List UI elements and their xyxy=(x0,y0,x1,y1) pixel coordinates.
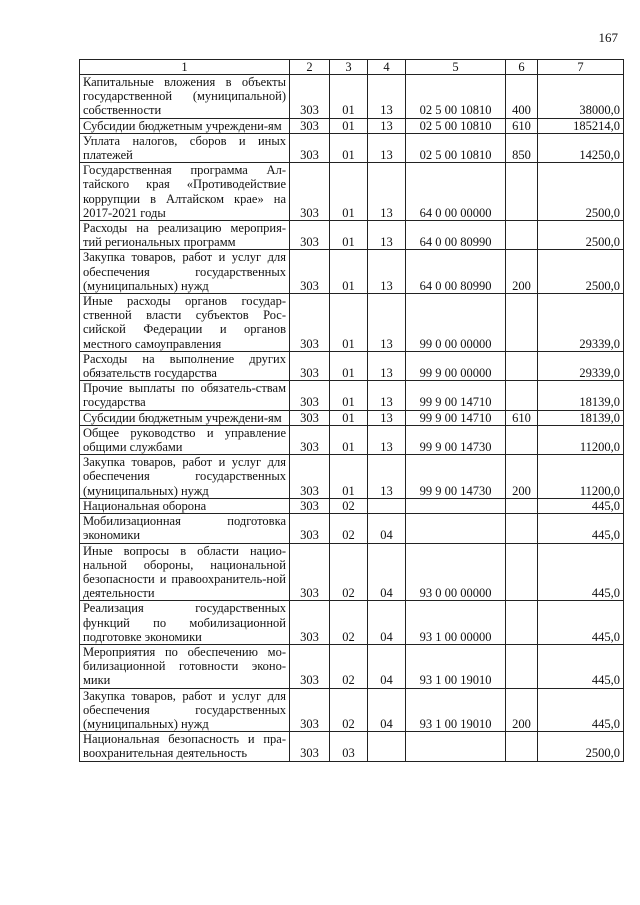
code-expense-type-cell xyxy=(506,221,538,250)
code-expense-type-cell xyxy=(506,601,538,645)
code-expense-type-cell: 610 xyxy=(506,410,538,425)
code-subsection-cell: 13 xyxy=(368,294,406,352)
code-target-cell: 02 5 00 10810 xyxy=(406,75,506,119)
amount-cell: 185214,0 xyxy=(538,118,624,133)
code-target-cell: 64 0 00 00000 xyxy=(406,163,506,221)
code-expense-type-cell xyxy=(506,644,538,688)
code-subsection-cell xyxy=(368,498,406,513)
amount-cell: 2500,0 xyxy=(538,221,624,250)
amount-cell: 2500,0 xyxy=(538,732,624,761)
code-admin-cell: 303 xyxy=(290,133,330,162)
table-row xyxy=(80,118,624,133)
code-target-cell: 93 1 00 19010 xyxy=(406,688,506,732)
code-target-cell: 02 5 00 10810 xyxy=(406,133,506,162)
code-section-cell: 01 xyxy=(330,410,368,425)
header-col-2: 2 xyxy=(290,60,330,75)
code-subsection-cell: 13 xyxy=(368,410,406,425)
code-expense-type-cell xyxy=(506,498,538,513)
amount-cell: 2500,0 xyxy=(538,250,624,294)
code-admin-cell: 303 xyxy=(290,118,330,133)
code-section-cell: 01 xyxy=(330,294,368,352)
table-row xyxy=(80,644,624,688)
code-subsection-cell: 13 xyxy=(368,221,406,250)
code-section-cell: 02 xyxy=(330,644,368,688)
code-section-cell: 01 xyxy=(330,381,368,410)
item-name-cell: Прочие выплаты по обязатель-ствам государства xyxy=(80,381,290,410)
code-section-cell: 02 xyxy=(330,688,368,732)
code-admin-cell: 303 xyxy=(290,75,330,119)
code-section-cell: 02 xyxy=(330,543,368,601)
code-admin-cell: 303 xyxy=(290,498,330,513)
header-col-5: 5 xyxy=(406,60,506,75)
table-row xyxy=(80,425,624,454)
code-admin-cell: 303 xyxy=(290,732,330,761)
table-row xyxy=(80,498,624,513)
code-section-cell: 01 xyxy=(330,250,368,294)
item-name-cell: Уплата налогов, сборов и иных платежей xyxy=(80,133,290,162)
amount-cell: 29339,0 xyxy=(538,294,624,352)
code-admin-cell: 303 xyxy=(290,601,330,645)
item-name-cell: Расходы на выполнение других обязательств государства xyxy=(80,351,290,380)
header-col-1: 1 xyxy=(80,60,290,75)
code-subsection-cell: 04 xyxy=(368,543,406,601)
code-target-cell: 99 9 00 14710 xyxy=(406,381,506,410)
code-expense-type-cell: 200 xyxy=(506,455,538,499)
item-name-cell: Иные вопросы в области нацио-нальной обороны, национальной безопасности и правоохранитель-ной деятельности xyxy=(80,543,290,601)
header-col-7: 7 xyxy=(538,60,624,75)
table-row xyxy=(80,688,624,732)
amount-cell: 11200,0 xyxy=(538,425,624,454)
code-subsection-cell: 04 xyxy=(368,644,406,688)
item-name-cell: Капитальные вложения в объекты государственной (муниципальной) собственности xyxy=(80,75,290,119)
item-name-cell: Реализация государственных функций по мобилизационной подготовке экономики xyxy=(80,601,290,645)
code-admin-cell: 303 xyxy=(290,543,330,601)
code-section-cell: 01 xyxy=(330,221,368,250)
code-admin-cell: 303 xyxy=(290,688,330,732)
amount-cell: 445,0 xyxy=(538,498,624,513)
amount-cell: 38000,0 xyxy=(538,75,624,119)
amount-cell: 29339,0 xyxy=(538,351,624,380)
item-name-cell: Расходы на реализацию мероприя-тий региональных программ xyxy=(80,221,290,250)
code-target-cell: 93 1 00 19010 xyxy=(406,644,506,688)
amount-cell: 445,0 xyxy=(538,543,624,601)
code-expense-type-cell xyxy=(506,732,538,761)
page-number: 167 xyxy=(598,30,618,45)
item-name-cell: Закупка товаров, работ и услуг для обеспечения государственных (муниципальных) нужд xyxy=(80,688,290,732)
code-subsection-cell xyxy=(368,732,406,761)
amount-cell: 445,0 xyxy=(538,601,624,645)
code-section-cell: 01 xyxy=(330,118,368,133)
code-admin-cell: 303 xyxy=(290,250,330,294)
table-row xyxy=(80,75,624,119)
code-admin-cell: 303 xyxy=(290,425,330,454)
code-section-cell: 01 xyxy=(330,425,368,454)
amount-cell: 11200,0 xyxy=(538,455,624,499)
code-section-cell: 02 xyxy=(330,601,368,645)
code-admin-cell: 303 xyxy=(290,221,330,250)
code-section-cell: 02 xyxy=(330,498,368,513)
amount-cell: 445,0 xyxy=(538,514,624,543)
code-section-cell: 03 xyxy=(330,732,368,761)
amount-cell: 18139,0 xyxy=(538,381,624,410)
item-name-cell: Мероприятия по обеспечению мо-билизационной готовности эконо-мики xyxy=(80,644,290,688)
header-col-4: 4 xyxy=(368,60,406,75)
code-subsection-cell: 13 xyxy=(368,381,406,410)
code-subsection-cell: 13 xyxy=(368,425,406,454)
code-target-cell: 99 9 00 00000 xyxy=(406,351,506,380)
table-row xyxy=(80,351,624,380)
code-subsection-cell: 13 xyxy=(368,118,406,133)
table-row xyxy=(80,133,624,162)
table-row xyxy=(80,543,624,601)
table-body xyxy=(80,75,624,762)
code-expense-type-cell: 200 xyxy=(506,688,538,732)
code-section-cell: 01 xyxy=(330,163,368,221)
item-name-cell: Закупка товаров, работ и услуг для обеспечения государственных (муниципальных) нужд xyxy=(80,455,290,499)
table-row xyxy=(80,732,624,761)
item-name-cell: Закупка товаров, работ и услуг для обеспечения государственных (муниципальных) нужд xyxy=(80,250,290,294)
item-name-cell: Иные расходы органов государ-ственной власти субъектов Рос-сийской Федерации и органов местного самоуправления xyxy=(80,294,290,352)
code-expense-type-cell: 610 xyxy=(506,118,538,133)
amount-cell: 2500,0 xyxy=(538,163,624,221)
item-name-cell: Субсидии бюджетным учреждени-ям xyxy=(80,118,290,133)
code-expense-type-cell xyxy=(506,381,538,410)
code-subsection-cell: 13 xyxy=(368,351,406,380)
code-target-cell: 99 9 00 14710 xyxy=(406,410,506,425)
code-section-cell: 01 xyxy=(330,455,368,499)
code-subsection-cell: 13 xyxy=(368,455,406,499)
code-expense-type-cell xyxy=(506,294,538,352)
code-section-cell: 01 xyxy=(330,133,368,162)
code-subsection-cell: 04 xyxy=(368,688,406,732)
code-admin-cell: 303 xyxy=(290,455,330,499)
code-subsection-cell: 13 xyxy=(368,133,406,162)
header-col-6: 6 xyxy=(506,60,538,75)
table-row xyxy=(80,381,624,410)
table-row xyxy=(80,410,624,425)
code-target-cell xyxy=(406,498,506,513)
code-expense-type-cell xyxy=(506,163,538,221)
code-target-cell: 64 0 00 80990 xyxy=(406,221,506,250)
amount-cell: 445,0 xyxy=(538,688,624,732)
item-name-cell: Мобилизационная подготовка экономики xyxy=(80,514,290,543)
amount-cell: 18139,0 xyxy=(538,410,624,425)
code-admin-cell: 303 xyxy=(290,514,330,543)
code-target-cell: 64 0 00 80990 xyxy=(406,250,506,294)
code-section-cell: 02 xyxy=(330,514,368,543)
table-row xyxy=(80,250,624,294)
code-target-cell: 93 1 00 00000 xyxy=(406,601,506,645)
code-target-cell: 93 0 00 00000 xyxy=(406,543,506,601)
code-subsection-cell: 13 xyxy=(368,75,406,119)
item-name-cell: Национальная безопасность и пра-воохранительная деятельность xyxy=(80,732,290,761)
code-expense-type-cell: 400 xyxy=(506,75,538,119)
table-row xyxy=(80,163,624,221)
code-subsection-cell: 13 xyxy=(368,163,406,221)
code-target-cell: 99 0 00 00000 xyxy=(406,294,506,352)
code-admin-cell: 303 xyxy=(290,163,330,221)
item-name-cell: Субсидии бюджетным учреждени-ям xyxy=(80,410,290,425)
code-expense-type-cell xyxy=(506,425,538,454)
code-admin-cell: 303 xyxy=(290,351,330,380)
code-subsection-cell: 13 xyxy=(368,250,406,294)
code-subsection-cell: 04 xyxy=(368,514,406,543)
header-row xyxy=(80,60,624,75)
table-row xyxy=(80,455,624,499)
table-row xyxy=(80,514,624,543)
amount-cell: 445,0 xyxy=(538,644,624,688)
amount-cell: 14250,0 xyxy=(538,133,624,162)
code-admin-cell: 303 xyxy=(290,410,330,425)
code-section-cell: 01 xyxy=(330,351,368,380)
code-expense-type-cell: 850 xyxy=(506,133,538,162)
code-expense-type-cell xyxy=(506,543,538,601)
code-subsection-cell: 04 xyxy=(368,601,406,645)
code-expense-type-cell: 200 xyxy=(506,250,538,294)
item-name-cell: Национальная оборона xyxy=(80,498,290,513)
code-target-cell: 99 9 00 14730 xyxy=(406,455,506,499)
table-header xyxy=(80,60,624,75)
code-target-cell xyxy=(406,514,506,543)
budget-table xyxy=(79,59,624,762)
code-expense-type-cell xyxy=(506,514,538,543)
item-name-cell: Общее руководство и управление общими службами xyxy=(80,425,290,454)
table-row xyxy=(80,221,624,250)
code-target-cell: 02 5 00 10810 xyxy=(406,118,506,133)
item-name-cell: Государственная программа Ал-тайского края «Противодействие коррупции в Алтайском крае» на 2017-2021 годы xyxy=(80,163,290,221)
table-row xyxy=(80,601,624,645)
code-admin-cell: 303 xyxy=(290,294,330,352)
header-col-3: 3 xyxy=(330,60,368,75)
code-target-cell xyxy=(406,732,506,761)
code-admin-cell: 303 xyxy=(290,381,330,410)
code-admin-cell: 303 xyxy=(290,644,330,688)
code-target-cell: 99 9 00 14730 xyxy=(406,425,506,454)
code-expense-type-cell xyxy=(506,351,538,380)
table-row xyxy=(80,294,624,352)
code-section-cell: 01 xyxy=(330,75,368,119)
